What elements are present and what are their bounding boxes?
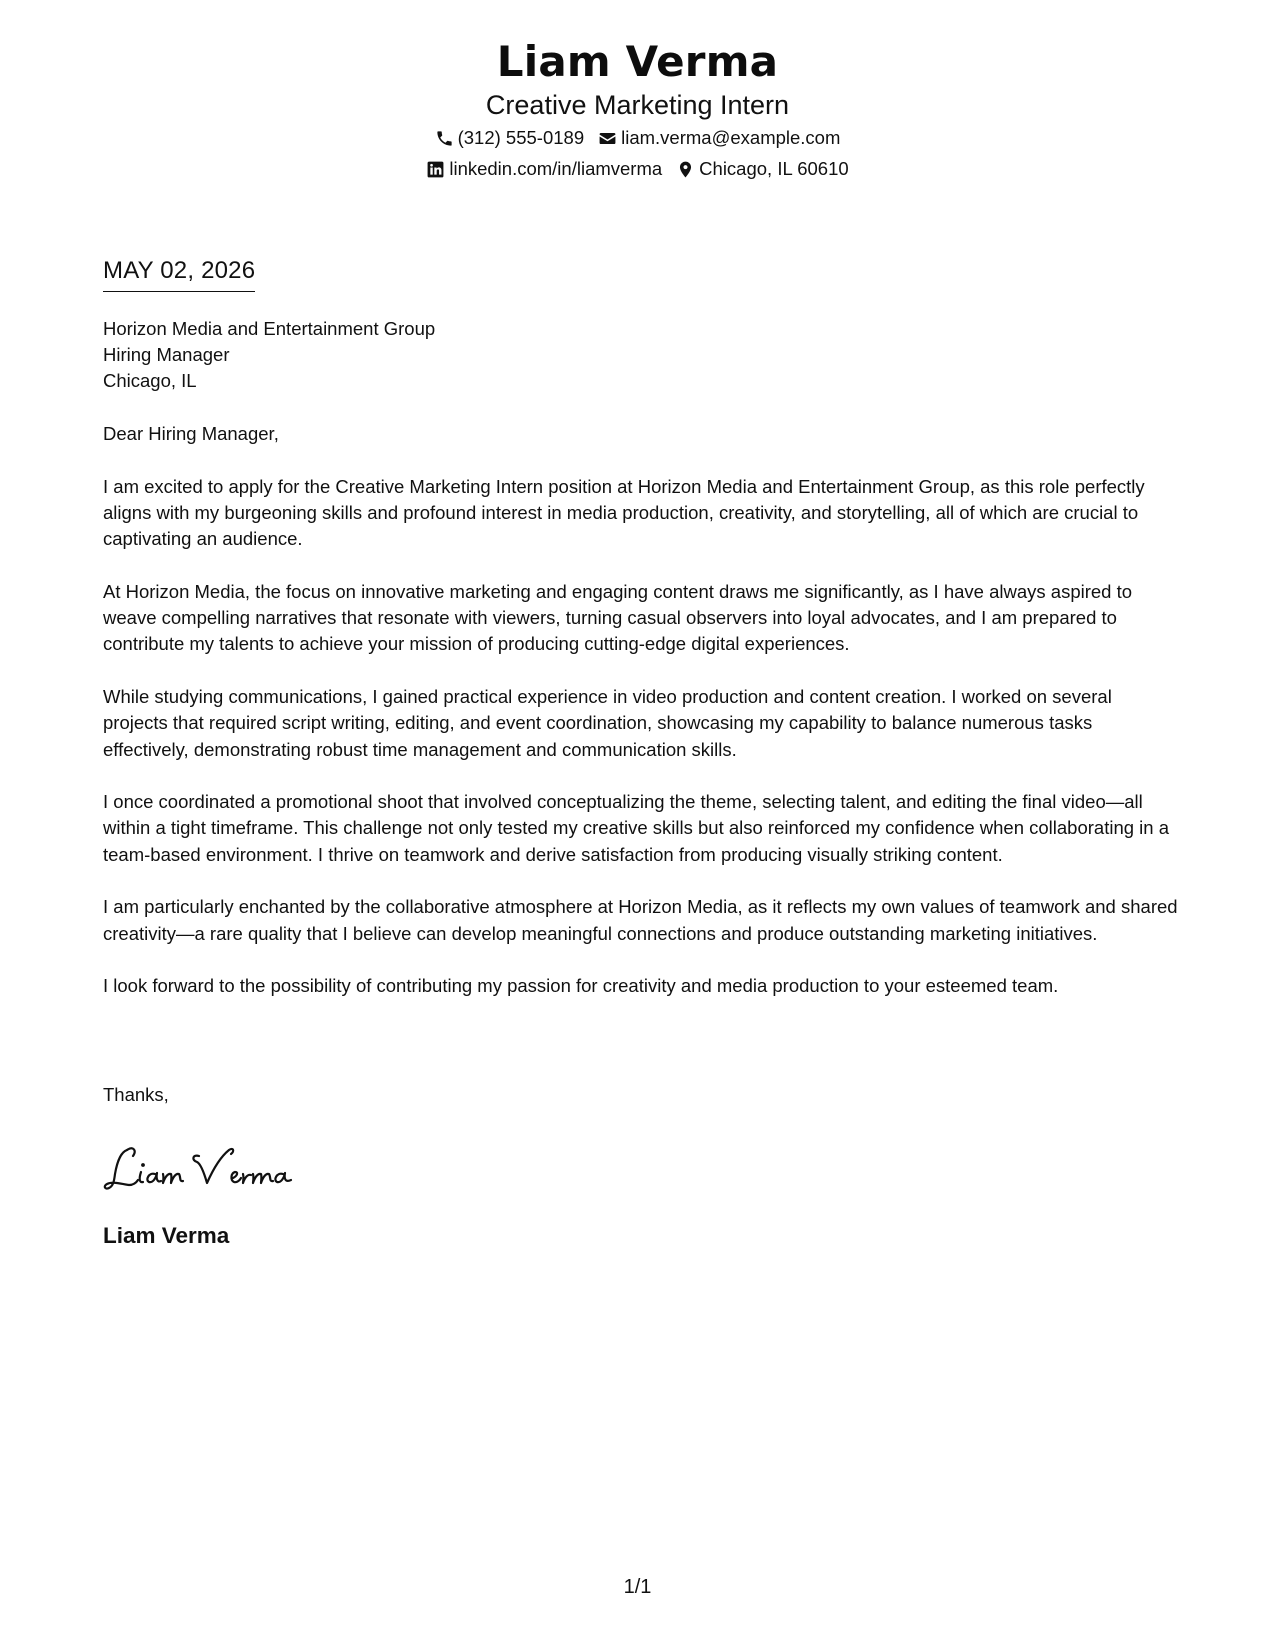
recipient-title: Hiring Manager xyxy=(103,344,230,365)
contact-phone xyxy=(435,126,585,150)
letter-body xyxy=(103,421,1178,1026)
recipient-block xyxy=(103,316,435,394)
contact-email xyxy=(598,126,840,150)
linkedin-icon xyxy=(426,160,445,179)
applicant-role: Creative Marketing Intern xyxy=(485,90,790,120)
body-paragraph-6: I look forward to the possibility of contributing my passion for creativity and media production to your esteemed team. xyxy=(103,975,1059,997)
letter-date: MAY 02, 2026 xyxy=(103,256,255,292)
contact-location xyxy=(676,157,848,181)
phone-text: (312) 555-0189 xyxy=(457,127,585,148)
signer-name: Liam Verma xyxy=(103,1223,230,1248)
body-paragraph-4: I once coordinated a promotional shoot that involved conceptualizing the theme, selecting talent, and editing the final video—all within a tight timeframe. This challenge not only tested my creative skills but also reinforced my confidence when collaborating in a team-based environment. I thrive on teamwork and derive satisfaction from producing visually striking content. xyxy=(103,791,1169,865)
location-text: Chicago, IL 60610 xyxy=(699,158,849,179)
envelope-icon xyxy=(598,129,617,148)
phone-icon xyxy=(435,129,454,148)
email-text: liam.verma@example.com xyxy=(621,127,841,148)
page-number: 1/1 xyxy=(623,1576,652,1598)
salutation: Dear Hiring Manager, xyxy=(103,423,279,444)
map-marker-icon xyxy=(676,160,695,179)
applicant-name: Liam Verma xyxy=(496,37,779,86)
body-paragraph-1: I am excited to apply for the Creative Marketing Intern position at Horizon Media and Entertainment Group, as this role perfectly aligns with my burgeoning skills and profound interest in media production, creativity, and storytelling, all of which are crucial to captivating an audience. xyxy=(103,475,1145,550)
letter-header xyxy=(0,36,1275,181)
handwritten-signature xyxy=(101,1136,301,1196)
contact-row-2 xyxy=(0,157,1275,181)
recipient-city: Chicago, IL xyxy=(103,370,197,391)
contact-linkedin xyxy=(426,157,662,181)
contact-row-1 xyxy=(0,126,1275,150)
body-paragraph-3: While studying communications, I gained practical experience in video production and content creation. I worked on several projects that required script writing, editing, and event coordination, showcasing my capability to balance numerous tasks effectively, demonstrating robust time management and communication skills. xyxy=(103,685,1112,760)
body-paragraph-5: I am particularly enchanted by the collaborative atmosphere at Horizon Media, as it reflects my own values of teamwork and shared creativity—a rare quality that I believe can develop meaningful connections and produce outstanding marketing initiatives. xyxy=(103,896,1178,944)
linkedin-text: linkedin.com/in/liamverma xyxy=(449,158,663,179)
recipient-company: Horizon Media and Entertainment Group xyxy=(103,318,436,339)
closing-text: Thanks, xyxy=(103,1084,169,1105)
body-paragraph-2: At Horizon Media, the focus on innovative marketing and engaging content draws me significantly, as I have always aspired to weave compelling narratives that resonate with viewers, turning casual observers into loyal advocates, and I am prepared to contribute my talents to achieve your mission of producing cutting-edge digital experiences. xyxy=(103,580,1133,655)
